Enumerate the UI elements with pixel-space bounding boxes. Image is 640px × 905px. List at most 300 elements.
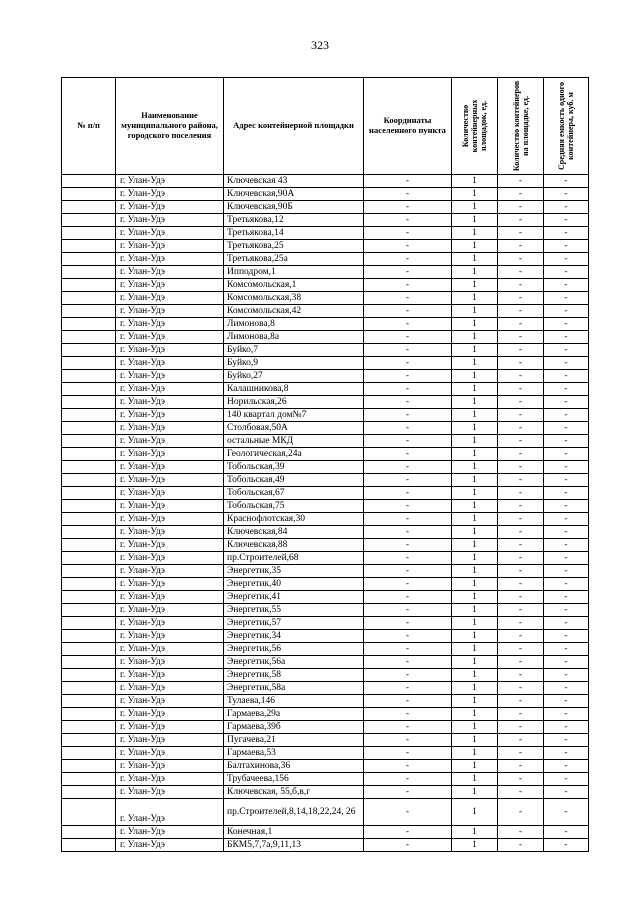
coordinates-cell: -	[364, 383, 452, 396]
containers-count-cell: -	[498, 474, 544, 487]
district-cell: г. Улан-Удэ	[116, 617, 224, 630]
capacity-cell: -	[544, 617, 589, 630]
address-cell: Энергетик,34	[224, 630, 364, 643]
table-row	[62, 682, 589, 695]
sites-count-cell: 1	[452, 448, 498, 461]
capacity-cell: -	[544, 526, 589, 539]
district-cell: г. Улан-Удэ	[116, 630, 224, 643]
capacity-cell: -	[544, 643, 589, 656]
row-number-cell	[62, 448, 116, 461]
containers-count-cell: -	[498, 617, 544, 630]
containers-count-cell: -	[498, 799, 544, 826]
district-cell: г. Улан-Удэ	[116, 318, 224, 331]
district-cell: г. Улан-Удэ	[116, 760, 224, 773]
capacity-cell: -	[544, 214, 589, 227]
district-cell: г. Улан-Удэ	[116, 188, 224, 201]
table-row	[62, 175, 589, 188]
containers-count-cell: -	[498, 526, 544, 539]
containers-count-cell: -	[498, 409, 544, 422]
capacity-cell: -	[544, 344, 589, 357]
row-number-cell	[62, 435, 116, 448]
address-cell: Энергетик,55	[224, 604, 364, 617]
capacity-cell: -	[544, 786, 589, 799]
capacity-cell: -	[544, 513, 589, 526]
capacity-cell: -	[544, 435, 589, 448]
address-cell: Буйко,27	[224, 370, 364, 383]
coordinates-cell: -	[364, 305, 452, 318]
table-row	[62, 448, 589, 461]
coordinates-cell: -	[364, 799, 452, 826]
containers-count-cell: -	[498, 682, 544, 695]
table-row	[62, 344, 589, 357]
capacity-cell: -	[544, 331, 589, 344]
coordinates-cell: -	[364, 409, 452, 422]
sites-count-cell: 1	[452, 695, 498, 708]
table-row	[62, 318, 589, 331]
coordinates-cell: -	[364, 500, 452, 513]
containers-count-cell: -	[498, 357, 544, 370]
row-number-cell	[62, 188, 116, 201]
sites-count-cell: 1	[452, 643, 498, 656]
address-cell: БКМ5,7,7а,9,11,13	[224, 839, 364, 852]
address-cell: Балтахинова,36	[224, 760, 364, 773]
row-number-cell	[62, 617, 116, 630]
containers-count-cell: -	[498, 656, 544, 669]
containers-count-cell: -	[498, 461, 544, 474]
capacity-cell: -	[544, 461, 589, 474]
coordinates-cell: -	[364, 487, 452, 500]
address-cell: Конечная,1	[224, 826, 364, 839]
address-cell: Буйко,9	[224, 357, 364, 370]
coordinates-cell: -	[364, 734, 452, 747]
coordinates-cell: -	[364, 643, 452, 656]
address-cell: Пугачева,21	[224, 734, 364, 747]
capacity-cell: -	[544, 565, 589, 578]
containers-count-cell: -	[498, 552, 544, 565]
coordinates-cell: -	[364, 357, 452, 370]
row-number-cell	[62, 513, 116, 526]
table-row	[62, 565, 589, 578]
address-cell: Ключевская,84	[224, 526, 364, 539]
district-cell: г. Улан-Удэ	[116, 253, 224, 266]
sites-count-cell: 1	[452, 474, 498, 487]
district-cell: г. Улан-Удэ	[116, 747, 224, 760]
district-cell: г. Улан-Удэ	[116, 383, 224, 396]
table-row	[62, 604, 589, 617]
containers-count-cell: -	[498, 734, 544, 747]
table-row	[62, 799, 589, 826]
capacity-cell: -	[544, 695, 589, 708]
table-row	[62, 669, 589, 682]
district-cell: г. Улан-Удэ	[116, 227, 224, 240]
header-coords: Координаты населенного пункта	[364, 78, 452, 175]
capacity-cell: -	[544, 253, 589, 266]
capacity-cell: -	[544, 708, 589, 721]
address-cell: Буйко,7	[224, 344, 364, 357]
sites-count-cell: 1	[452, 292, 498, 305]
sites-count-cell: 1	[452, 266, 498, 279]
row-number-cell	[62, 383, 116, 396]
coordinates-cell: -	[364, 695, 452, 708]
capacity-cell: -	[544, 578, 589, 591]
sites-count-cell: 1	[452, 552, 498, 565]
table-row	[62, 617, 589, 630]
address-cell: Норильская,26	[224, 396, 364, 409]
address-cell: Энергетик,56	[224, 643, 364, 656]
containers-count-cell: -	[498, 826, 544, 839]
containers-count-cell: -	[498, 500, 544, 513]
capacity-cell: -	[544, 201, 589, 214]
address-cell: Краснофлотская,30	[224, 513, 364, 526]
row-number-cell	[62, 526, 116, 539]
row-number-cell	[62, 708, 116, 721]
containers-count-cell: -	[498, 344, 544, 357]
containers-count-cell: -	[498, 839, 544, 852]
table-row	[62, 734, 589, 747]
sites-count-cell: 1	[452, 422, 498, 435]
sites-count-cell: 1	[452, 370, 498, 383]
address-cell: Энергетик,40	[224, 578, 364, 591]
row-number-cell	[62, 240, 116, 253]
district-cell: г. Улан-Удэ	[116, 682, 224, 695]
sites-count-cell: 1	[452, 604, 498, 617]
coordinates-cell: -	[364, 474, 452, 487]
capacity-cell: -	[544, 422, 589, 435]
row-number-cell	[62, 839, 116, 852]
district-cell: г. Улан-Удэ	[116, 370, 224, 383]
table-row	[62, 292, 589, 305]
containers-count-cell: -	[498, 227, 544, 240]
coordinates-cell: -	[364, 318, 452, 331]
sites-count-cell: 1	[452, 839, 498, 852]
capacity-cell: -	[544, 604, 589, 617]
table-row	[62, 422, 589, 435]
table-row	[62, 786, 589, 799]
address-cell: Энергетик,58а	[224, 682, 364, 695]
capacity-cell: -	[544, 292, 589, 305]
capacity-cell: -	[544, 474, 589, 487]
district-cell: г. Улан-Удэ	[116, 786, 224, 799]
capacity-cell: -	[544, 760, 589, 773]
row-number-cell	[62, 721, 116, 734]
table-row	[62, 188, 589, 201]
district-cell: г. Улан-Удэ	[116, 344, 224, 357]
address-cell: Лимонова,8а	[224, 331, 364, 344]
containers-count-cell: -	[498, 188, 544, 201]
coordinates-cell: -	[364, 760, 452, 773]
table-row	[62, 253, 589, 266]
capacity-cell: -	[544, 799, 589, 826]
coordinates-cell: -	[364, 578, 452, 591]
coordinates-cell: -	[364, 786, 452, 799]
coordinates-cell: -	[364, 201, 452, 214]
sites-count-cell: 1	[452, 435, 498, 448]
row-number-cell	[62, 630, 116, 643]
sites-count-cell: 1	[452, 760, 498, 773]
containers-count-cell: -	[498, 721, 544, 734]
address-cell: Столбовая,50А	[224, 422, 364, 435]
containers-count-cell: -	[498, 331, 544, 344]
coordinates-cell: -	[364, 565, 452, 578]
district-cell: г. Улан-Удэ	[116, 500, 224, 513]
district-cell: г. Улан-Удэ	[116, 435, 224, 448]
containers-count-cell: -	[498, 591, 544, 604]
table-row	[62, 643, 589, 656]
containers-count-cell: -	[498, 370, 544, 383]
district-cell: г. Улан-Удэ	[116, 799, 224, 826]
header-num: № п/п	[62, 78, 116, 175]
table-header-row	[62, 78, 589, 175]
address-cell: Энергетик,58	[224, 669, 364, 682]
header-sites-text: Количество контейнерных площадок, ед.	[460, 99, 489, 153]
sites-count-cell: 1	[452, 591, 498, 604]
coordinates-cell: -	[364, 331, 452, 344]
capacity-cell: -	[544, 682, 589, 695]
table-row	[62, 500, 589, 513]
coordinates-cell: -	[364, 292, 452, 305]
coordinates-cell: -	[364, 539, 452, 552]
table-row	[62, 526, 589, 539]
row-number-cell	[62, 604, 116, 617]
address-cell: Третьякова,25а	[224, 253, 364, 266]
address-cell: Тулаева,146	[224, 695, 364, 708]
district-cell: г. Улан-Удэ	[116, 578, 224, 591]
district-cell: г. Улан-Удэ	[116, 461, 224, 474]
address-cell: Ключевская, 55,б,в,г	[224, 786, 364, 799]
capacity-cell: -	[544, 552, 589, 565]
district-cell: г. Улан-Удэ	[116, 175, 224, 188]
district-cell: г. Улан-Удэ	[116, 214, 224, 227]
district-cell: г. Улан-Удэ	[116, 279, 224, 292]
sites-count-cell: 1	[452, 682, 498, 695]
address-cell: Ключевская 43	[224, 175, 364, 188]
district-cell: г. Улан-Удэ	[116, 773, 224, 786]
coordinates-cell: -	[364, 839, 452, 852]
containers-count-cell: -	[498, 292, 544, 305]
capacity-cell: -	[544, 175, 589, 188]
coordinates-cell: -	[364, 227, 452, 240]
capacity-cell: -	[544, 487, 589, 500]
coordinates-cell: -	[364, 266, 452, 279]
sites-count-cell: 1	[452, 826, 498, 839]
capacity-cell: -	[544, 721, 589, 734]
row-number-cell	[62, 669, 116, 682]
table-row	[62, 396, 589, 409]
header-containers	[498, 78, 544, 175]
capacity-cell: -	[544, 279, 589, 292]
containers-count-cell: -	[498, 253, 544, 266]
address-cell: Ключевская,90А	[224, 188, 364, 201]
sites-count-cell: 1	[452, 318, 498, 331]
containers-count-cell: -	[498, 773, 544, 786]
capacity-cell: -	[544, 656, 589, 669]
row-number-cell	[62, 175, 116, 188]
row-number-cell	[62, 578, 116, 591]
row-number-cell	[62, 500, 116, 513]
row-number-cell	[62, 474, 116, 487]
district-cell: г. Улан-Удэ	[116, 604, 224, 617]
address-cell: остальные МКД	[224, 435, 364, 448]
coordinates-cell: -	[364, 721, 452, 734]
row-number-cell	[62, 734, 116, 747]
row-number-cell	[62, 409, 116, 422]
coordinates-cell: -	[364, 240, 452, 253]
coordinates-cell: -	[364, 773, 452, 786]
table-row	[62, 487, 589, 500]
sites-count-cell: 1	[452, 461, 498, 474]
row-number-cell	[62, 591, 116, 604]
containers-count-cell: -	[498, 448, 544, 461]
table-row	[62, 331, 589, 344]
district-cell: г. Улан-Удэ	[116, 240, 224, 253]
sites-count-cell: 1	[452, 175, 498, 188]
address-cell: Энергетик,56а	[224, 656, 364, 669]
table-row	[62, 773, 589, 786]
coordinates-cell: -	[364, 747, 452, 760]
table-row	[62, 578, 589, 591]
table-row	[62, 708, 589, 721]
containers-count-cell: -	[498, 604, 544, 617]
coordinates-cell: -	[364, 591, 452, 604]
row-number-cell	[62, 565, 116, 578]
address-cell: Ипподром,1	[224, 266, 364, 279]
table-row	[62, 357, 589, 370]
row-number-cell	[62, 214, 116, 227]
district-cell: г. Улан-Удэ	[116, 409, 224, 422]
capacity-cell: -	[544, 266, 589, 279]
district-cell: г. Улан-Удэ	[116, 266, 224, 279]
sites-count-cell: 1	[452, 656, 498, 669]
capacity-cell: -	[544, 839, 589, 852]
address-cell: Третьякова,12	[224, 214, 364, 227]
district-cell: г. Улан-Удэ	[116, 526, 224, 539]
address-cell: Энергетик,41	[224, 591, 364, 604]
capacity-cell: -	[544, 734, 589, 747]
row-number-cell	[62, 539, 116, 552]
district-cell: г. Улан-Удэ	[116, 474, 224, 487]
address-cell: пр.Строителей,68	[224, 552, 364, 565]
capacity-cell: -	[544, 370, 589, 383]
coordinates-cell: -	[364, 708, 452, 721]
row-number-cell	[62, 370, 116, 383]
address-cell: 140 квартал дом№7	[224, 409, 364, 422]
table-row	[62, 214, 589, 227]
coordinates-cell: -	[364, 682, 452, 695]
table-row	[62, 760, 589, 773]
sites-count-cell: 1	[452, 188, 498, 201]
sites-count-cell: 1	[452, 409, 498, 422]
coordinates-cell: -	[364, 604, 452, 617]
row-number-cell	[62, 760, 116, 773]
district-cell: г. Улан-Удэ	[116, 826, 224, 839]
table-row	[62, 513, 589, 526]
header-containers-text: Количество контейнеров на площадке, ед.	[511, 80, 530, 172]
row-number-cell	[62, 357, 116, 370]
capacity-cell: -	[544, 409, 589, 422]
district-cell: г. Улан-Удэ	[116, 552, 224, 565]
sites-count-cell: 1	[452, 513, 498, 526]
row-number-cell	[62, 682, 116, 695]
address-cell: Энергетик,57	[224, 617, 364, 630]
capacity-cell: -	[544, 539, 589, 552]
capacity-cell: -	[544, 630, 589, 643]
header-capacity-text: Средняя емкость одного контейнера, куб. м	[556, 81, 575, 171]
sites-count-cell: 1	[452, 279, 498, 292]
row-number-cell	[62, 253, 116, 266]
district-cell: г. Улан-Удэ	[116, 565, 224, 578]
containers-count-cell: -	[498, 487, 544, 500]
address-cell: Калашникова,8	[224, 383, 364, 396]
page-number: 323	[311, 38, 329, 52]
district-cell: г. Улан-Удэ	[116, 695, 224, 708]
containers-count-cell: -	[498, 214, 544, 227]
capacity-cell: -	[544, 448, 589, 461]
district-cell: г. Улан-Удэ	[116, 539, 224, 552]
containers-count-cell: -	[498, 513, 544, 526]
address-cell: Комсомольская,38	[224, 292, 364, 305]
table-row	[62, 474, 589, 487]
capacity-cell: -	[544, 318, 589, 331]
address-cell: Лимонова,8	[224, 318, 364, 331]
row-number-cell	[62, 799, 116, 826]
address-cell: Геологическая,24а	[224, 448, 364, 461]
capacity-cell: -	[544, 227, 589, 240]
sites-count-cell: 1	[452, 747, 498, 760]
coordinates-cell: -	[364, 253, 452, 266]
row-number-cell	[62, 786, 116, 799]
containers-count-cell: -	[498, 266, 544, 279]
capacity-cell: -	[544, 240, 589, 253]
address-cell: пр.Строителей,8,14,18,22,24, 26	[224, 799, 364, 826]
address-cell: Гармаева,39б	[224, 721, 364, 734]
address-cell: Третьякова,25	[224, 240, 364, 253]
coordinates-cell: -	[364, 630, 452, 643]
sites-count-cell: 1	[452, 669, 498, 682]
district-cell: г. Улан-Удэ	[116, 357, 224, 370]
sites-count-cell: 1	[452, 305, 498, 318]
containers-count-cell: -	[498, 669, 544, 682]
containers-count-cell: -	[498, 578, 544, 591]
containers-count-cell: -	[498, 422, 544, 435]
district-cell: г. Улан-Удэ	[116, 331, 224, 344]
coordinates-cell: -	[364, 396, 452, 409]
address-cell: Ключевская,90Б	[224, 201, 364, 214]
row-number-cell	[62, 747, 116, 760]
address-cell: Тобольская,39	[224, 461, 364, 474]
address-cell: Тобольская,49	[224, 474, 364, 487]
district-cell: г. Улан-Удэ	[116, 201, 224, 214]
sites-count-cell: 1	[452, 799, 498, 826]
table-row	[62, 591, 589, 604]
coordinates-cell: -	[364, 344, 452, 357]
containers-count-cell: -	[498, 630, 544, 643]
row-number-cell	[62, 773, 116, 786]
coordinates-cell: -	[364, 826, 452, 839]
sites-count-cell: 1	[452, 565, 498, 578]
row-number-cell	[62, 552, 116, 565]
address-cell: Комсомольская,42	[224, 305, 364, 318]
row-number-cell	[62, 331, 116, 344]
row-number-cell	[62, 461, 116, 474]
table-row	[62, 227, 589, 240]
address-cell: Тобольская,67	[224, 487, 364, 500]
header-address: Адрес контейнерной площадки	[224, 78, 364, 175]
header-sites	[452, 78, 498, 175]
table-row	[62, 383, 589, 396]
row-number-cell	[62, 656, 116, 669]
capacity-cell: -	[544, 500, 589, 513]
table-row	[62, 826, 589, 839]
